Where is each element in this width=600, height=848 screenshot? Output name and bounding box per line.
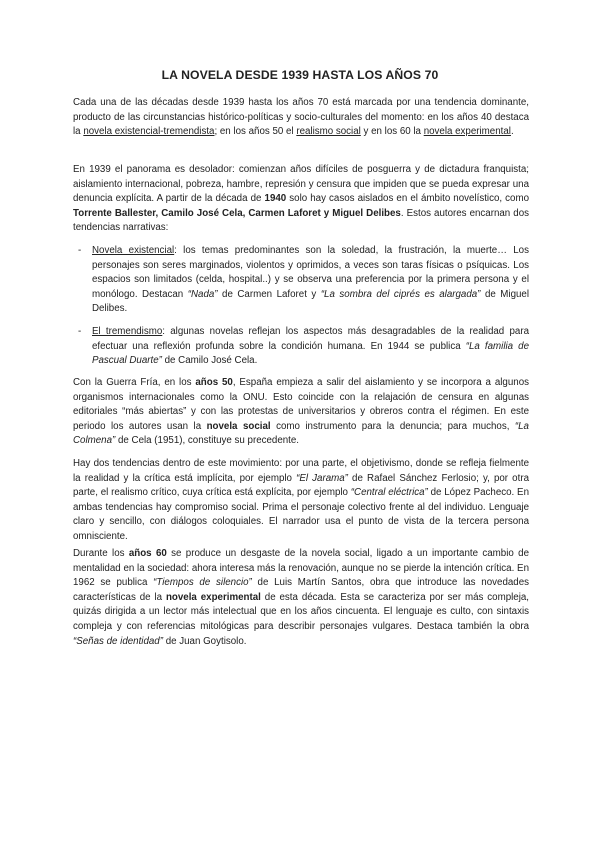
- italic-title: “Tiempos de silencio”: [153, 577, 252, 589]
- text-run: de esta década. Esta se caracteriza por ser más compleja, quizás dirigida a un lector más intelectual que en los años cincuenta. El lenguaje es culto, con sintaxis compleja y con referencias mitológicas para describir personajes vulgares. Destaca también la obra: [73, 591, 529, 632]
- bullet-dash: -: [78, 326, 82, 337]
- text-run: Hay dos tendencias dentro de este movimiento: por una parte, el objetivismo, donde se refleja fielmente la realidad y la crítica está implícita, por ejemplo: [73, 458, 529, 484]
- text-run: solo hay casos aislados en el ámbito novelístico, como: [286, 193, 529, 205]
- text-run: como instrumento para la denuncia; para muchos,: [270, 420, 515, 432]
- text-run: se produce un desgaste de la novela social, ligado a un importante cambio de mentalidad en la sociedad: ahora interesa más la renovación, aunque no se pierde la intención crítica. En 1962 se publica: [73, 548, 529, 589]
- italic-title: “Señas de identidad”: [73, 635, 163, 647]
- text-run: , España empieza a salir del aislamiento y se incorpora a algunos organismos internacionales como la ONU. Esto coincide con la relajación de censura en algunas editoriales “más abiertas” y con las protestas de universitarios y obreros contra el régimen. En este periodo los autores usan la: [73, 377, 529, 432]
- bold-term: novela social: [206, 420, 271, 432]
- italic-title: “Nada”: [187, 288, 218, 300]
- italic-title: “La familia de Pascual Duarte”: [92, 340, 530, 367]
- text-run: de Cela (1951), constituye su precedente.: [115, 435, 300, 447]
- text-run: : algunas novelas reflejan los aspectos más desagradables de la realidad para efectuar una reflexión profunda sobre la condición humana. En 1944 se publica: [92, 326, 529, 352]
- paragraph-tendencias: [73, 457, 529, 545]
- text-run: Con la Guerra Fría, en los: [73, 377, 196, 388]
- text-run: . Estos autores encarnan dos tendencias narrativas:: [73, 207, 529, 234]
- paragraph-anos-50: [73, 376, 529, 449]
- bold-term: 1940: [264, 193, 287, 205]
- underlined-term: Novela existencial: [92, 245, 175, 256]
- bold-term: años 60: [128, 548, 167, 559]
- text-run: : los temas predominantes son la soledad, la frustración, la muerte… Los personajes son seres marginados, violentos y oprimidos, a veces son taras físicas o psíquicas. Los espacios son limitados (celda, hospital..) y se observa una preferencia por la primera persona y el monólogo. Destacan: [92, 245, 529, 300]
- text-run: de Rafael Sánchez Ferlosio; y, por otra parte, el realismo crítico, cuya crítica está explícita, por ejemplo: [73, 472, 529, 499]
- bold-term: Torrente Ballester, Camilo José Cela, Carmen Laforet y Miguel Delibes: [73, 207, 401, 219]
- text-run: ; en los años 50 el: [214, 126, 297, 138]
- bullet-dash: -: [78, 245, 82, 256]
- bold-term: novela experimental: [165, 591, 261, 603]
- underlined-term: realismo social: [296, 126, 361, 138]
- text-run: En 1939 el panorama es desolador: comienzan años difíciles de posguerra y de dictadura franquista; aislamiento internacional, pobreza, hambre, represión y censura que impiden que se pueda expresar una denuncia explícita. A partir de la década de: [73, 164, 529, 205]
- paragraph-intro: [73, 96, 529, 140]
- text-run: de Miguel Delibes.: [92, 288, 530, 315]
- text-run: Cada una de las décadas desde 1939 hasta los años 70 está marcada por una tendencia dominante, producto de las circunstancias histórico-políticas y socio-culturales del momento: en los años 40 destaca la: [73, 97, 529, 138]
- page-title: LA NOVELA DESDE 1939 HASTA LOS AÑOS 70: [161, 68, 439, 82]
- bullet-tremendismo: [78, 325, 530, 369]
- bold-term: años 50: [195, 377, 233, 388]
- underlined-term: El tremendismo: [92, 326, 163, 337]
- italic-title: “La sombra del ciprés es alargada”: [320, 288, 481, 300]
- text-run: de Luis Martín Santos, obra que introduce las novedades características de la: [73, 577, 530, 603]
- paragraph-1939: [73, 163, 529, 236]
- bullet-novela-existencial: [78, 244, 530, 317]
- paragraph-anos-60: [73, 547, 529, 649]
- text-run: de López Pacheco. En ambas tendencias hay compromiso social. Prima el personaje colectivo frente al del individuo. Lenguaje claro y sencillo, con diálogos coloquiales. El narrador usa el punto de vista de la tercera persona omnisciente.: [73, 487, 529, 542]
- underlined-term: novela existencial-tremendista: [83, 126, 215, 138]
- text-run: de Carmen Laforet y: [217, 288, 321, 300]
- italic-title: “El Jarama”: [296, 472, 348, 484]
- text-run: de Juan Goytisolo.: [162, 635, 247, 647]
- text-run: .: [510, 126, 514, 138]
- italic-title: “La Colmena”: [73, 420, 529, 447]
- underlined-term: novela experimental: [423, 126, 511, 138]
- italic-title: “Central eléctrica”: [350, 487, 428, 499]
- text-run: y en los 60 la: [360, 126, 424, 138]
- text-run: Durante los: [73, 548, 129, 559]
- text-run: de Camilo José Cela.: [161, 355, 258, 367]
